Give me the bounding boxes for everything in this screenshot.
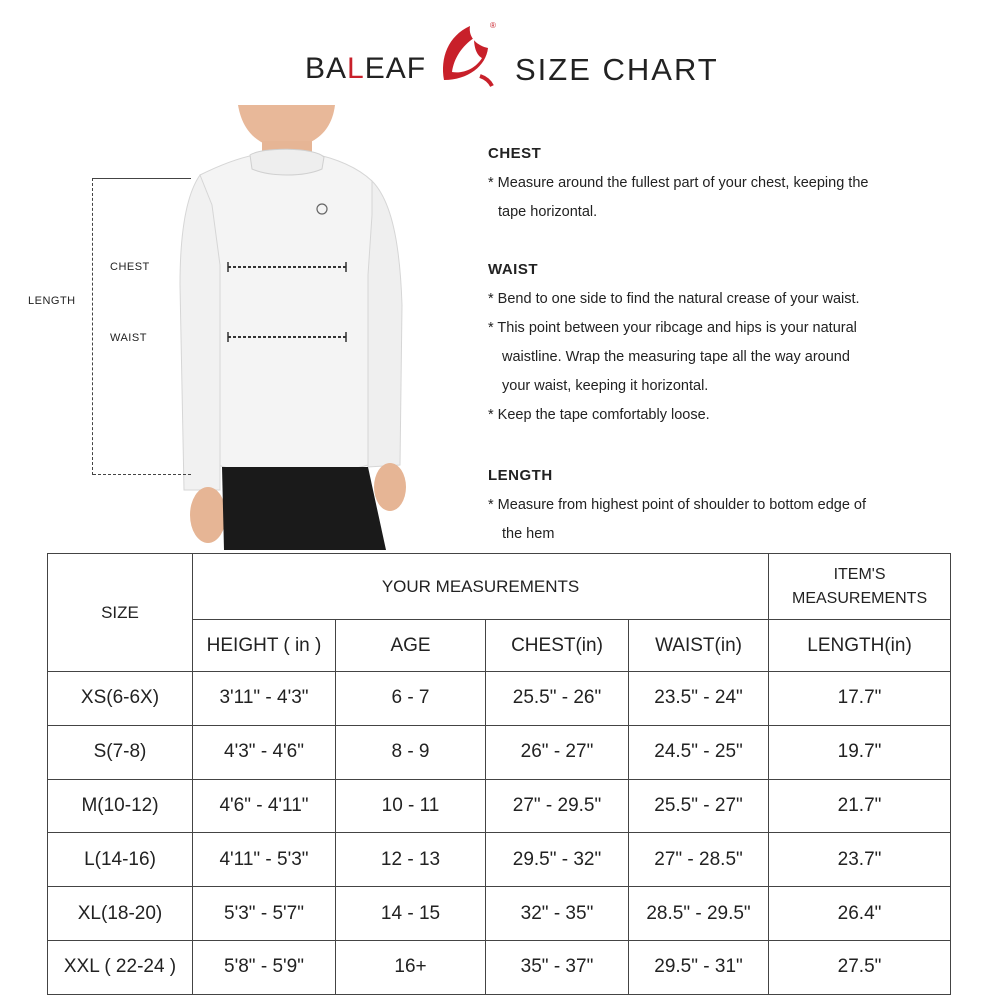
table-cell: 24.5" - 25" bbox=[629, 725, 769, 779]
table-cell: 32" - 35" bbox=[486, 887, 629, 941]
items-measurements-line: MEASUREMENTS bbox=[791, 589, 928, 607]
leaf-logo-icon bbox=[430, 18, 500, 88]
table-cell: 27" - 29.5" bbox=[486, 779, 629, 833]
table-cell: 28.5" - 29.5" bbox=[629, 887, 769, 941]
size-cell: L(14-16) bbox=[48, 833, 193, 887]
trademark-mark: ® bbox=[490, 21, 496, 30]
size-chart-table bbox=[47, 553, 951, 995]
size-rows bbox=[48, 672, 951, 995]
table-cell: 14 - 15 bbox=[336, 887, 486, 941]
table-cell: 16+ bbox=[336, 940, 486, 994]
table-cell: 5'8" - 5'9" bbox=[193, 940, 336, 994]
table-cell: 27.5" bbox=[769, 940, 951, 994]
table-cell: 4'3" - 4'6" bbox=[193, 725, 336, 779]
waist-instruction-line: * Keep the tape comfortably loose. bbox=[488, 407, 710, 423]
table-cell: 4'6" - 4'11" bbox=[193, 779, 336, 833]
table-cell: 29.5" - 31" bbox=[629, 940, 769, 994]
chest-label: CHEST bbox=[110, 261, 150, 273]
table-cell: 21.7" bbox=[769, 779, 951, 833]
size-cell: XL(18-20) bbox=[48, 887, 193, 941]
table-cell: 4'11" - 5'3" bbox=[193, 833, 336, 887]
table-row bbox=[48, 940, 951, 994]
length-instruction-line: * Measure from highest point of shoulder to bottom edge of bbox=[488, 497, 867, 513]
table-row bbox=[48, 725, 951, 779]
table-cell: 5'3" - 5'7" bbox=[193, 887, 336, 941]
table-cell: 26" - 27" bbox=[486, 725, 629, 779]
waist-label: WAIST bbox=[110, 332, 147, 344]
child-shirt-illustration bbox=[0, 105, 470, 550]
table-cell: 25.5" - 27" bbox=[629, 779, 769, 833]
length-bracket bbox=[92, 178, 191, 475]
table-cell: 10 - 11 bbox=[336, 779, 486, 833]
waist-instruction-line: your waist, keeping it horizontal. bbox=[502, 378, 709, 394]
table-cell: 25.5" - 26" bbox=[486, 672, 629, 726]
items-measurements-header bbox=[769, 554, 951, 620]
length-heading: LENGTH bbox=[488, 467, 553, 484]
size-cell: XXL ( 22-24 ) bbox=[48, 940, 193, 994]
table-header-row bbox=[48, 554, 951, 620]
column-header: LENGTH(in) bbox=[769, 620, 951, 672]
length-label: LENGTH bbox=[28, 295, 76, 307]
chest-instruction-line: tape horizontal. bbox=[498, 204, 598, 220]
size-header: SIZE bbox=[48, 554, 193, 672]
brand-logo-text: BALEAF bbox=[305, 52, 427, 85]
table-cell: 3'11" - 4'3" bbox=[193, 672, 336, 726]
size-cell: M(10-12) bbox=[48, 779, 193, 833]
column-header: CHEST(in) bbox=[486, 620, 629, 672]
length-instruction-line: the hem bbox=[502, 526, 555, 542]
your-measurements-header: YOUR MEASUREMENTS bbox=[193, 554, 769, 620]
page-title: SIZE CHART bbox=[515, 52, 719, 87]
table-row bbox=[48, 672, 951, 726]
table-cell: 35" - 37" bbox=[486, 940, 629, 994]
waist-instruction-line: * This point between your ribcage and hips is your natural bbox=[488, 320, 857, 336]
items-measurements-line: ITEM'S bbox=[833, 565, 886, 583]
table-cell: 29.5" - 32" bbox=[486, 833, 629, 887]
table-row bbox=[48, 887, 951, 941]
header bbox=[0, 18, 1000, 98]
table-cell: 12 - 13 bbox=[336, 833, 486, 887]
table-cell: 23.5" - 24" bbox=[629, 672, 769, 726]
table-row bbox=[48, 779, 951, 833]
table-cell: 19.7" bbox=[769, 725, 951, 779]
chest-heading: CHEST bbox=[488, 145, 542, 162]
size-chart-table-wrapper bbox=[47, 553, 950, 994]
column-header: WAIST(in) bbox=[629, 620, 769, 672]
waist-heading: WAIST bbox=[488, 261, 538, 278]
table-cell: 26.4" bbox=[769, 887, 951, 941]
waist-instruction-line: waistline. Wrap the measuring tape all the way around bbox=[502, 349, 850, 365]
table-cell: 27" - 28.5" bbox=[629, 833, 769, 887]
waist-instruction-line: * Bend to one side to find the natural crease of your waist. bbox=[488, 291, 860, 307]
table-cell: 8 - 9 bbox=[336, 725, 486, 779]
size-cell: S(7-8) bbox=[48, 725, 193, 779]
column-header: HEIGHT ( in ) bbox=[193, 620, 336, 672]
table-cell: 17.7" bbox=[769, 672, 951, 726]
size-cell: XS(6-6X) bbox=[48, 672, 193, 726]
table-cell: 6 - 7 bbox=[336, 672, 486, 726]
column-header: AGE bbox=[336, 620, 486, 672]
measurement-figure bbox=[0, 105, 470, 550]
chest-instruction-line: * Measure around the fullest part of your chest, keeping the bbox=[488, 175, 869, 191]
table-cell: 23.7" bbox=[769, 833, 951, 887]
table-row bbox=[48, 833, 951, 887]
